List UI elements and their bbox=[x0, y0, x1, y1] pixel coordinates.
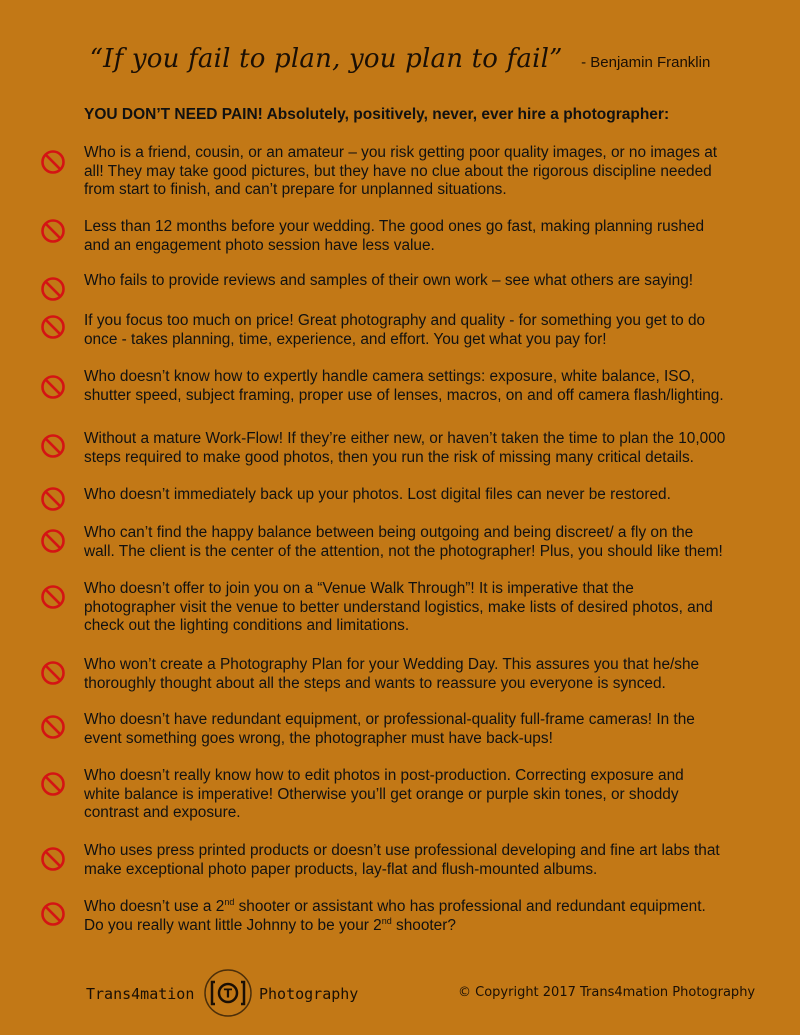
item-text bbox=[84, 711, 764, 748]
item-line bbox=[84, 917, 764, 936]
item-line: Who doesn’t immediately back up your photos. Lost digital files can never be restored. bbox=[84, 486, 671, 503]
item-text bbox=[84, 272, 764, 291]
brand-name-right: Photography bbox=[259, 985, 359, 1003]
item-line: Who won’t create a Photography Plan for your Wedding Day. This assures you that he/she bbox=[84, 656, 700, 673]
item-line: check out the lighting conditions and limitations. bbox=[84, 617, 410, 634]
item-line: shutter speed, subject framing, proper use of lenses, macros, on and off camera flash/lighting. bbox=[84, 386, 724, 404]
item-line: all! They may take good pictures, but they have no clue about the rigorous discipline needed bbox=[84, 162, 712, 180]
item-text bbox=[84, 656, 764, 693]
item-line: Who can’t find the happy balance between being outgoing and being discreet/ a fly on the bbox=[84, 524, 694, 541]
item-line: Who uses press printed products or doesn’t use professional developing and fine art labs that bbox=[84, 842, 720, 859]
no-sign-icon bbox=[40, 660, 66, 686]
superscript: nd bbox=[381, 915, 392, 926]
text-segment: shooter? bbox=[391, 916, 456, 934]
item-line: from start to finish, and can’t prepare for unplanned situations. bbox=[84, 181, 507, 198]
no-sign-icon bbox=[40, 276, 66, 302]
superscript: nd bbox=[224, 896, 235, 907]
item-line: once - takes planning, time, experience, and effort. You get what you pay for! bbox=[84, 330, 607, 348]
item-text bbox=[84, 218, 764, 255]
item-line: Who fails to provide reviews and samples of their own work – see what others are saying! bbox=[84, 272, 694, 289]
item-line: make exceptional photo paper products, lay-flat and flush-mounted albums. bbox=[84, 860, 598, 878]
copyright: © Copyright 2017 Trans4mation Photography bbox=[458, 985, 756, 1000]
item-line: event something goes wrong, the photographer must have back-ups! bbox=[84, 729, 553, 747]
brand-name-left: Trans4mation bbox=[86, 985, 195, 1003]
item-line: Who doesn’t have redundant equipment, or professional-quality full-frame cameras! In the bbox=[84, 711, 695, 728]
item-text bbox=[84, 144, 764, 200]
no-sign-icon bbox=[40, 218, 66, 244]
no-sign-icon bbox=[40, 433, 66, 459]
item-line: Who doesn’t know how to expertly handle camera settings: exposure, white balance, ISO, bbox=[84, 368, 695, 385]
item-line: photographer visit the venue to better understand logistics, make lists of desired photos, and bbox=[84, 598, 713, 616]
item-line: white balance is imperative! Otherwise you’ll get orange or purple skin tones, or shoddy bbox=[84, 785, 679, 803]
item-line: Who doesn’t offer to join you on a “Venue Walk Through”! It is imperative that the bbox=[84, 580, 634, 597]
text-segment: Who doesn’t use a 2 bbox=[84, 898, 225, 915]
no-sign-icon bbox=[40, 149, 66, 175]
item-line: Without a mature Work-Flow! If they’re either new, or haven’t taken the time to plan the 10,000 bbox=[84, 430, 726, 447]
item-text bbox=[84, 524, 764, 561]
item-text bbox=[84, 486, 764, 505]
no-sign-icon bbox=[40, 901, 66, 927]
item-line: wall. The client is the center of the attention, not the photographer! Plus, you should like them! bbox=[84, 542, 723, 560]
no-sign-icon bbox=[40, 486, 66, 512]
text-segment: Do you really want little Johnny to be your 2 bbox=[84, 916, 382, 934]
item-text bbox=[84, 368, 764, 405]
heading: YOU DON’T NEED PAIN! Absolutely, positively, never, ever hire a photographer: bbox=[84, 106, 670, 123]
no-sign-icon bbox=[40, 528, 66, 554]
no-sign-icon bbox=[40, 584, 66, 610]
item-line: and an engagement photo session have less value. bbox=[84, 236, 435, 254]
no-sign-icon bbox=[40, 374, 66, 400]
no-sign-icon bbox=[40, 846, 66, 872]
logo-icon bbox=[203, 968, 253, 1018]
footer bbox=[0, 968, 800, 1018]
item-line: steps required to make good photos, then you run the risk of missing many critical details. bbox=[84, 448, 694, 466]
quote bbox=[0, 44, 800, 74]
text-segment: shooter or assistant who has professional and redundant equipment. bbox=[234, 898, 706, 915]
quote-author: - Benjamin Franklin bbox=[581, 54, 711, 71]
item-line: Less than 12 months before your wedding. The good ones go fast, making planning rushed bbox=[84, 218, 705, 235]
item-line: contrast and exposure. bbox=[84, 804, 241, 821]
item-text bbox=[84, 767, 764, 823]
item-text bbox=[84, 430, 764, 467]
no-sign-icon bbox=[40, 314, 66, 340]
item-text bbox=[84, 580, 764, 636]
quote-text: “If you fail to plan, you plan to fail” bbox=[89, 44, 563, 74]
item-text bbox=[84, 312, 764, 349]
no-sign-icon bbox=[40, 714, 66, 740]
item-line: Who doesn’t really know how to edit photos in post-production. Correcting exposure and bbox=[84, 767, 684, 784]
no-sign-icon bbox=[40, 771, 66, 797]
item-line: Who is a friend, cousin, or an amateur – you risk getting poor quality images, or no images at bbox=[84, 144, 718, 161]
logo-letter: T bbox=[223, 986, 233, 1001]
item-line bbox=[84, 898, 764, 917]
item-line: thoroughly thought about all the steps and wants to reassure you everyone is synced. bbox=[84, 674, 666, 692]
item-line: If you focus too much on price! Great photography and quality - for something you get to do bbox=[84, 312, 706, 329]
item-text bbox=[84, 842, 764, 879]
item-text bbox=[84, 898, 764, 935]
